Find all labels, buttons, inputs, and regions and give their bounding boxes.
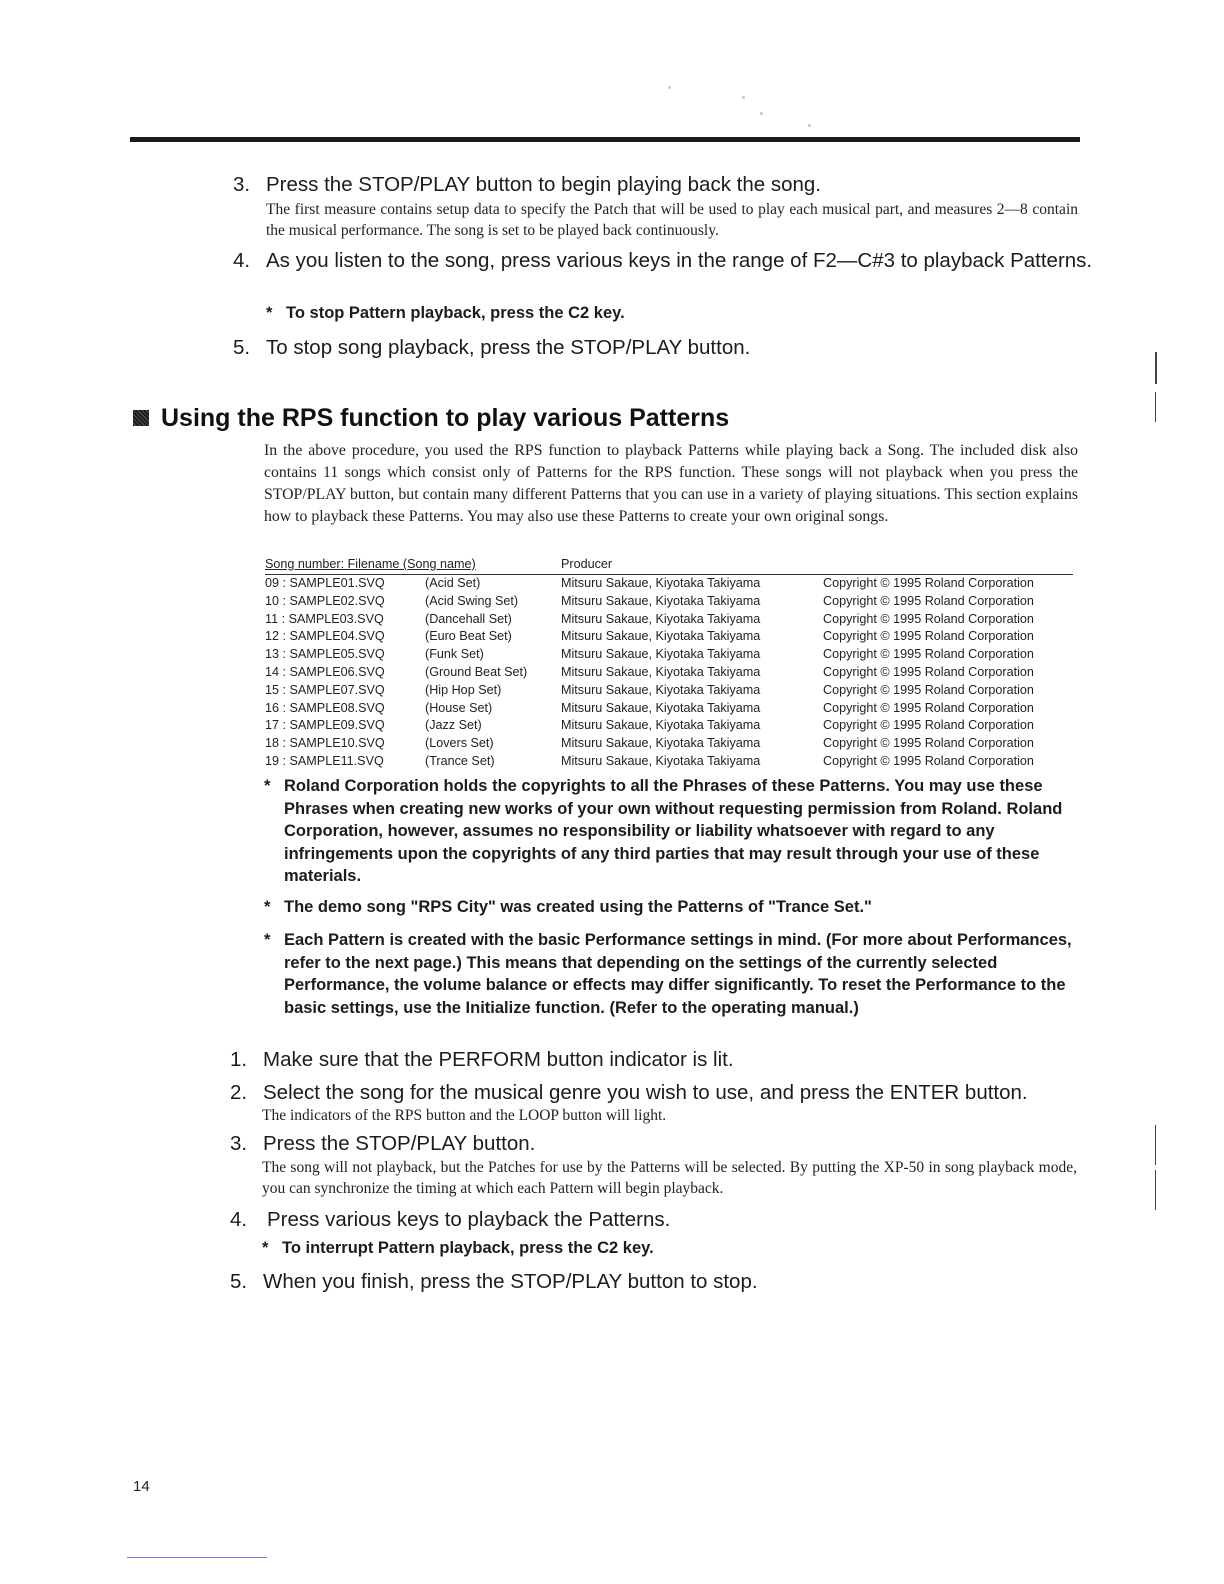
- cell-filename: 16 : SAMPLE08.SVQ: [265, 700, 385, 715]
- cell-song-name: (Jazz Set): [425, 718, 482, 733]
- note-text: Roland Corporation holds the copyrights to all the Phrases of these Patterns. You may use these Phrases when creating new works of your own without requesting permission from Roland. Roland Corporation, however, assumes no responsibility or liability whatsoever with regard to any infringements upon the copyrights of any third parties that may result through your use of these materials.: [284, 777, 1063, 885]
- cell-song-name: (Trance Set): [425, 753, 495, 768]
- header-producer: Producer: [561, 557, 613, 571]
- step-text: To stop song playback, press the STOP/PLAY button.: [266, 336, 751, 359]
- step-text: Press the STOP/PLAY button.: [263, 1132, 536, 1155]
- cell-song-name: (House Set): [425, 700, 493, 715]
- margin-mark: [1155, 352, 1157, 384]
- cell-copyright: Copyright © 1995 Roland Corporation: [823, 718, 1034, 733]
- margin-mark: [1155, 1170, 1156, 1210]
- cell-producer: Mitsuru Sakaue, Kiyotaka Takiyama: [561, 718, 761, 733]
- margin-mark: [1155, 392, 1156, 422]
- margin-mark: [1155, 1125, 1156, 1165]
- note-text: To interrupt Pattern playback, press the C2 key.: [282, 1239, 654, 1257]
- step-text: As you listen to the song, press various keys in the range of F2—C#3 to playback Patterns.: [266, 249, 1093, 272]
- step-number: 1.: [230, 1048, 248, 1071]
- cell-filename: 10 : SAMPLE02.SVQ: [265, 593, 385, 608]
- cell-producer: Mitsuru Sakaue, Kiyotaka Takiyama: [561, 736, 761, 751]
- table-row: [265, 593, 1073, 611]
- cell-filename: 13 : SAMPLE05.SVQ: [265, 647, 385, 662]
- header-song-number: Song number: Filename (Song name): [265, 557, 476, 571]
- table-row: [265, 700, 1073, 718]
- cell-copyright: Copyright © 1995 Roland Corporation: [823, 753, 1034, 768]
- cell-producer: Mitsuru Sakaue, Kiyotaka Takiyama: [561, 629, 761, 644]
- step-text: When you finish, press the STOP/PLAY button to stop.: [263, 1270, 758, 1293]
- step-number: 3.: [230, 1132, 248, 1155]
- cell-copyright: Copyright © 1995 Roland Corporation: [823, 700, 1034, 715]
- step-number: 4.: [233, 249, 251, 272]
- header-rule: [130, 137, 1080, 142]
- scan-speck: [808, 124, 811, 127]
- table-row: [265, 717, 1073, 735]
- cell-filename: 11 : SAMPLE03.SVQ: [265, 611, 384, 626]
- step-number: 4.: [230, 1208, 248, 1231]
- cell-filename: 14 : SAMPLE06.SVQ: [265, 664, 385, 679]
- cell-filename: 09 : SAMPLE01.SVQ: [265, 576, 385, 590]
- step-text: Press various keys to playback the Patterns.: [267, 1208, 671, 1231]
- table-row: [265, 664, 1073, 682]
- cell-song-name: (Euro Beat Set): [425, 629, 512, 644]
- cell-copyright: Copyright © 1995 Roland Corporation: [823, 629, 1034, 644]
- cell-song-name: (Acid Swing Set): [425, 593, 519, 608]
- cell-producer: Mitsuru Sakaue, Kiyotaka Takiyama: [561, 753, 761, 768]
- step-2-note: The indicators of the RPS button and the LOOP button will light.: [262, 1107, 667, 1124]
- table-row: [265, 682, 1073, 700]
- section-heading: [133, 403, 729, 433]
- cell-producer: Mitsuru Sakaue, Kiyotaka Takiyama: [561, 700, 761, 715]
- cell-copyright: Copyright © 1995 Roland Corporation: [823, 736, 1034, 751]
- cell-filename: 12 : SAMPLE04.SVQ: [265, 629, 385, 644]
- table-header: [265, 556, 1073, 575]
- note-text: Each Pattern is created with the basic Performance settings in mind. (For more about Performances, refer to the next page.) This means that depending on the settings of the currently selected Performance, the volume balance or effects may differ significantly. To reset the Performance to the basic settings, use the Initialize function. (Refer to the operating manual.): [284, 931, 1072, 1017]
- scan-edge-line: [127, 1557, 267, 1558]
- scan-speck: [668, 86, 671, 89]
- cell-filename: 15 : SAMPLE07.SVQ: [265, 682, 385, 697]
- cell-producer: Mitsuru Sakaue, Kiyotaka Takiyama: [561, 664, 761, 679]
- table-row: [265, 611, 1073, 629]
- step-3-note-bottom: The song will not playback, but the Patches for use by the Patterns will be selected. By putting the XP-50 in song playback mode, you can synchronize the timing at which each Pattern will begin playback.: [262, 1159, 1077, 1197]
- table-row: [265, 575, 1073, 593]
- cell-song-name: (Hip Hop Set): [425, 682, 502, 697]
- cell-song-name: (Ground Beat Set): [425, 664, 528, 679]
- heading-bullet-icon: [133, 410, 149, 426]
- page-number: 14: [133, 1478, 150, 1495]
- cell-producer: Mitsuru Sakaue, Kiyotaka Takiyama: [561, 647, 761, 662]
- cell-song-name: (Dancehall Set): [425, 611, 512, 626]
- cell-copyright: Copyright © 1995 Roland Corporation: [823, 611, 1034, 626]
- cell-filename: 19 : SAMPLE11.SVQ: [265, 753, 384, 768]
- note-text: To stop Pattern playback, press the C2 key.: [286, 304, 625, 322]
- cell-song-name: (Funk Set): [425, 647, 484, 662]
- cell-producer: Mitsuru Sakaue, Kiyotaka Takiyama: [561, 682, 761, 697]
- step-number: 5.: [233, 336, 251, 359]
- asterisk: *: [262, 1239, 269, 1257]
- cell-copyright: Copyright © 1995 Roland Corporation: [823, 593, 1034, 608]
- asterisk: *: [264, 931, 271, 949]
- cell-copyright: Copyright © 1995 Roland Corporation: [823, 576, 1034, 590]
- step-number: 2.: [230, 1081, 248, 1104]
- scan-speck: [760, 112, 763, 115]
- cell-filename: 17 : SAMPLE09.SVQ: [265, 718, 385, 733]
- step-number: 5.: [230, 1270, 248, 1293]
- scan-speck: [742, 96, 745, 99]
- cell-song-name: (Acid Set): [425, 576, 481, 590]
- asterisk: *: [264, 777, 271, 795]
- cell-song-name: (Lovers Set): [425, 736, 494, 751]
- note-text: The demo song "RPS City" was created using the Patterns of "Trance Set.": [284, 898, 872, 916]
- table-row: [265, 753, 1073, 771]
- asterisk: *: [264, 898, 271, 916]
- cell-copyright: Copyright © 1995 Roland Corporation: [823, 664, 1034, 679]
- section-intro: In the above procedure, you used the RPS function to playback Patterns while playing back a Song. The included disk also contains 11 songs which consist only of Patterns for the RPS function. These songs will not playback when you press the STOP/PLAY button, but contain many different Patterns that you can use in a variety of playing situations. This section explains how to playback these Patterns. You may also use these Patterns to create your own original songs.: [264, 442, 1078, 525]
- table-row: [265, 735, 1073, 753]
- step-text: Press the STOP/PLAY button to begin playing back the song.: [266, 173, 821, 196]
- table-row: [265, 646, 1073, 664]
- cell-producer: Mitsuru Sakaue, Kiyotaka Takiyama: [561, 611, 761, 626]
- cell-copyright: Copyright © 1995 Roland Corporation: [823, 682, 1034, 697]
- step-text: Select the song for the musical genre you wish to use, and press the ENTER button.: [263, 1081, 1028, 1104]
- step-3-note: The first measure contains setup data to specify the Patch that will be used to play each musical part, and measures 2—8 contain the musical performance. The song is set to be played back continuously.: [266, 201, 1078, 239]
- cell-producer: Mitsuru Sakaue, Kiyotaka Takiyama: [561, 593, 761, 608]
- cell-filename: 18 : SAMPLE10.SVQ: [265, 736, 385, 751]
- step-number: 3.: [233, 173, 251, 196]
- cell-producer: Mitsuru Sakaue, Kiyotaka Takiyama: [561, 576, 761, 590]
- asterisk: *: [266, 304, 273, 322]
- section-title: Using the RPS function to play various Patterns: [161, 404, 730, 432]
- table-row: [265, 628, 1073, 646]
- step-text: Make sure that the PERFORM button indicator is lit.: [263, 1048, 734, 1071]
- cell-copyright: Copyright © 1995 Roland Corporation: [823, 647, 1034, 662]
- song-table: [265, 556, 1073, 771]
